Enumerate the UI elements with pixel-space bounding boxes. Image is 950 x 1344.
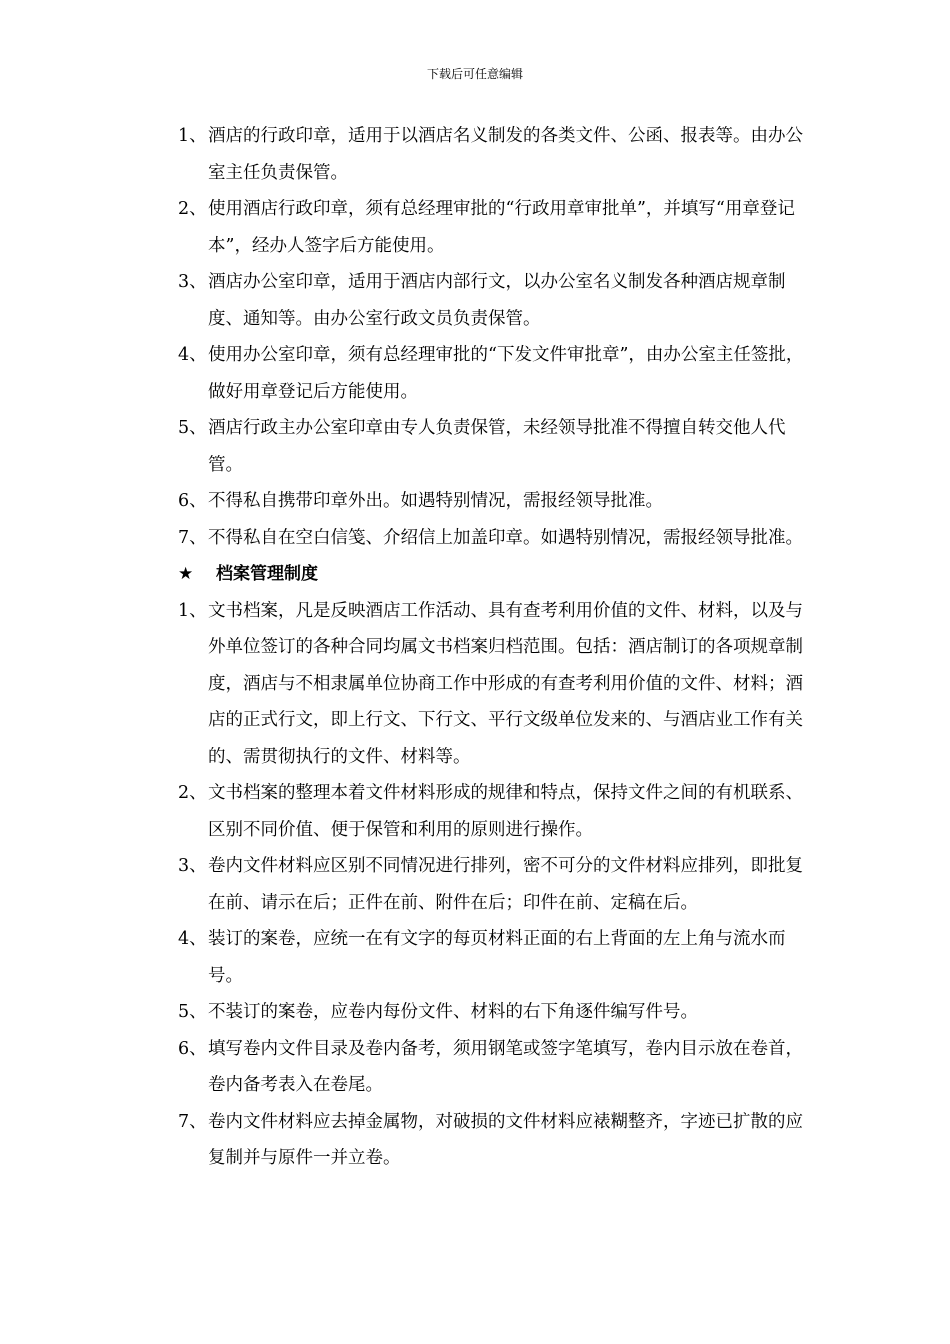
list-text: 使用酒店行政印章，须有总经理审批的“行政用章审批单”，并填写“用章登记本”，经办人签字后方能使用。 xyxy=(208,199,795,256)
section-heading xyxy=(178,556,818,593)
list-number: 4、 xyxy=(178,929,207,949)
list-item-seal-3 xyxy=(178,264,818,337)
list-text: 文书档案，凡是反映酒店工作活动、具有查考利用价值的文件、材料，以及与外单位签订的各种合同均属文书档案归档范围。包括：酒店制订的各项规章制度，酒店与不相隶属单位协商工作中形成的有查考利用价值的文件、材料；酒店的正式行文，即上行文、下行文、平行文级单位发来的、与酒店业工作有关的、需贯彻执行的文件、材料等。 xyxy=(208,600,803,767)
list-item-archive-3 xyxy=(178,848,818,921)
list-number: 3、 xyxy=(178,272,207,292)
list-number: 1、 xyxy=(178,126,207,146)
list-item-seal-1 xyxy=(178,118,818,191)
list-number: 6、 xyxy=(178,491,207,511)
list-text: 文书档案的整理本着文件材料形成的规律和特点，保持文件之间的有机联系、区别不同价值、便于保管和利用的原则进行操作。 xyxy=(208,783,803,840)
list-item-seal-2 xyxy=(178,191,818,264)
list-number: 7、 xyxy=(178,527,207,548)
page-header: 下载后可任意编辑 xyxy=(426,67,523,81)
list-item-archive-4 xyxy=(178,921,818,994)
list-item-archive-6 xyxy=(178,1031,818,1104)
star-icon: ★ xyxy=(178,564,194,584)
list-item-archive-2 xyxy=(178,775,818,848)
list-text: 填写卷内文件目录及卷内备考，须用钢笔或签字笔填写，卷内目示放在卷首，卷内备考表入在卷尾。 xyxy=(208,1038,803,1095)
list-text: 卷内文件材料应去掉金属物，对破损的文件材料应裱糊整齐，字迹已扩散的应复制并与原件一并立卷。 xyxy=(208,1111,803,1168)
list-item-seal-7 xyxy=(178,520,818,557)
document-body xyxy=(178,118,818,1177)
list-item-archive-5 xyxy=(178,994,818,1031)
list-text: 不装订的案卷，应卷内每份文件、材料的右下角逐件编写件号。 xyxy=(208,1002,698,1022)
list-text: 使用办公室印章，须有总经理审批的“下发文件审批章”，由办公室主任签批，做好用章登记后方能使用。 xyxy=(208,345,804,402)
list-item-seal-5 xyxy=(178,410,818,483)
list-text: 酒店的行政印章，适用于以酒店名义制发的各类文件、公函、报表等。由办公室主任负责保管。 xyxy=(208,126,803,183)
list-text: 卷内文件材料应区别不同情况进行排列，密不可分的文件材料应排列，即批复在前、请示在后；正件在前、附件在后；印件在前、定稿在后。 xyxy=(208,856,803,913)
list-item-archive-1 xyxy=(178,593,818,776)
section-title-text: 档案管理制度 xyxy=(216,564,318,584)
list-number: 7、 xyxy=(178,1111,207,1132)
list-item-archive-7 xyxy=(178,1104,818,1177)
list-number: 5、 xyxy=(178,1002,207,1022)
list-item-seal-4 xyxy=(178,337,818,410)
list-number: 1、 xyxy=(178,600,207,621)
list-number: 2、 xyxy=(178,783,207,803)
list-text: 酒店办公室印章，适用于酒店内部行文，以办公室名义制发各种酒店规章制度、通知等。由办公室行政文员负责保管。 xyxy=(208,272,786,329)
list-text: 装订的案卷，应统一在有文字的每页材料正面的右上背面的左上角与流水而号。 xyxy=(208,929,786,986)
list-number: 4、 xyxy=(178,345,207,365)
list-item-seal-6 xyxy=(178,483,818,520)
list-text: 酒店行政主办公室印章由专人负责保管，未经领导批准不得擅自转交他人代管。 xyxy=(208,418,786,475)
list-text: 不得私自在空白信笺、介绍信上加盖印章。如遇特别情况，需报经领导批准。 xyxy=(208,527,803,548)
list-number: 5、 xyxy=(178,418,207,438)
list-number: 2、 xyxy=(178,199,207,219)
list-number: 6、 xyxy=(178,1038,207,1059)
list-number: 3、 xyxy=(178,856,207,876)
list-text: 不得私自携带印章外出。如遇特别情况，需报经领导批准。 xyxy=(208,491,663,511)
